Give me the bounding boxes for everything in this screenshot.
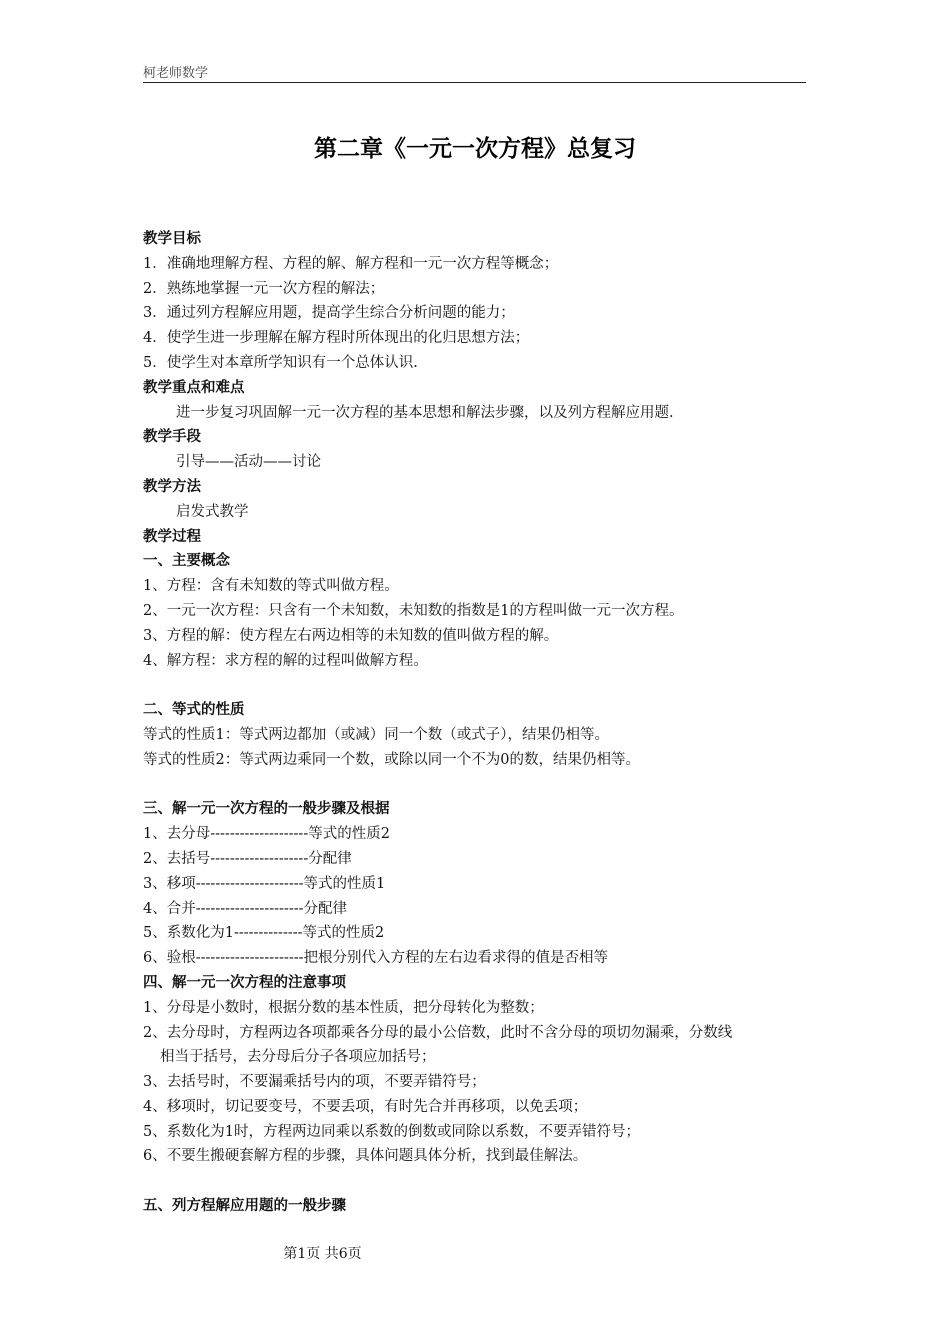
- step-item: 1、去分母--------------------等式的性质2: [143, 826, 390, 843]
- goal-item: 4．使学生进一步理解在解方程时所体现出的化归思想方法；: [143, 330, 530, 347]
- step-item: 4、合并----------------------分配律: [143, 900, 348, 917]
- process-heading: 教学过程: [143, 528, 201, 545]
- property-item: 等式的性质2：等式两边乘同一个数，或除以同一个不为0的数，结果仍相等。: [143, 751, 640, 768]
- means-heading: 教学手段: [143, 429, 201, 446]
- method-heading: 教学方法: [143, 478, 201, 495]
- note-item: 6、不要生搬硬套解方程的步骤，具体问题具体分析，找到最佳解法。: [143, 1148, 588, 1165]
- concepts-heading: 一、主要概念: [143, 553, 230, 570]
- notes-heading: 四、解一元一次方程的注意事项: [143, 974, 346, 991]
- step-item: 6、验根----------------------把根分别代入方程的左右边看求得的值是否相等: [143, 950, 609, 967]
- goal-item: 3．通过列方程解应用题，提高学生综合分析问题的能力；: [143, 305, 515, 322]
- concept-item: 3、方程的解：使方程左右两边相等的未知数的值叫做方程的解。: [143, 627, 559, 644]
- goal-item: 2．熟练地掌握一元一次方程的解法；: [143, 280, 385, 297]
- note-item: 1、分母是小数时，根据分数的基本性质，把分母转化为整数；: [143, 999, 544, 1016]
- keypoints-heading: 教学重点和难点: [143, 379, 245, 396]
- step-item: 2、去括号--------------------分配律: [143, 850, 352, 867]
- page-header: 柯老师数学: [143, 66, 806, 83]
- spacer: [143, 673, 813, 698]
- word-problems-heading: 五、列方程解应用题的一般步骤: [143, 1198, 346, 1215]
- spacer: [143, 773, 813, 798]
- step-item: 3、移项----------------------等式的性质1: [143, 875, 386, 892]
- steps-heading: 三、解一元一次方程的一般步骤及根据: [143, 801, 390, 818]
- note-item-continuation: 相当于括号，去分母后分子各项应加括号；: [160, 1049, 436, 1066]
- step-item: 5、系数化为1--------------等式的性质2: [143, 925, 385, 942]
- spacer: [143, 1169, 813, 1194]
- document-body: [143, 227, 813, 1219]
- note-item: 5、系数化为1时，方程两边同乘以系数的倒数或同除以系数，不要弄错符号；: [143, 1123, 640, 1140]
- note-item: 2、去分母时，方程两边各项都乘各分母的最小公倍数，此时不含分母的项切勿漏乘，分数线: [143, 1024, 733, 1041]
- note-item: 3、去括号时，不要漏乘括号内的项，不要弄错符号；: [143, 1074, 486, 1091]
- concept-item: 1、方程：含有未知数的等式叫做方程。: [143, 578, 399, 595]
- goal-item: 5．使学生对本章所学知识有一个总体认识.: [143, 354, 418, 371]
- concept-item: 2、一元一次方程：只含有一个未知数，未知数的指数是1的方程叫做一元一次方程。: [143, 602, 684, 619]
- properties-heading: 二、等式的性质: [143, 702, 245, 719]
- document-title: 第二章《一元一次方程》总复习: [314, 136, 636, 162]
- means-text: 引导——活动——讨论: [176, 454, 321, 471]
- note-item: 4、移项时，切记要变号，不要丢项，有时先合并再移项，以免丢项；: [143, 1098, 588, 1115]
- goals-heading: 教学目标: [143, 231, 201, 247]
- method-text: 启发式教学: [176, 503, 249, 520]
- page-number: 第1页 共6页: [283, 1246, 362, 1262]
- keypoints-text: 进一步复习巩固解一元一次方程的基本思想和解法步骤，以及列方程解应用题.: [176, 404, 674, 421]
- concept-item: 4、解方程：求方程的解的过程叫做解方程。: [143, 652, 428, 669]
- property-item: 等式的性质1：等式两边都加（或减）同一个数（或式子），结果仍相等。: [143, 726, 609, 743]
- goal-item: 1．准确地理解方程、方程的解、解方程和一元一次方程等概念；: [143, 255, 559, 272]
